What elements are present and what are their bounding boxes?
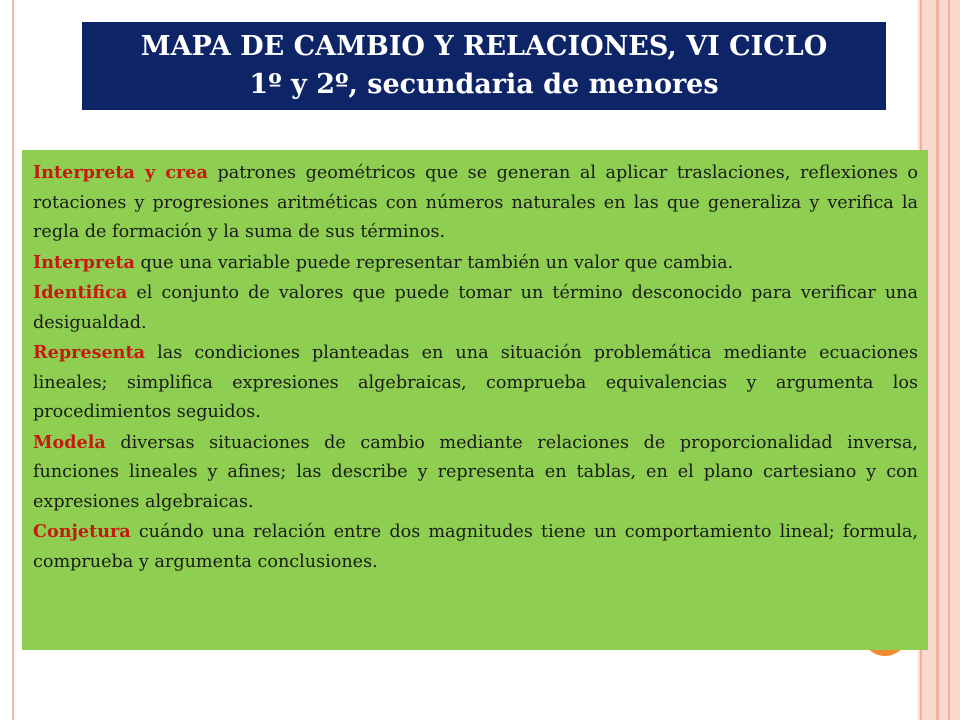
competency-paragraph — [33, 248, 918, 279]
competency-paragraph — [33, 338, 918, 428]
competency-verb: Interpreta y crea — [33, 162, 208, 183]
competency-verb: Representa — [33, 342, 145, 363]
competency-paragraph — [33, 158, 918, 248]
title-line-1: MAPA DE CAMBIO Y RELACIONES, VI CICLO — [140, 31, 828, 62]
competencies-box — [22, 150, 928, 650]
competency-text: patrones geométricos que se generan al aplicar traslaciones, reflexiones o rotaciones y progresiones aritméticas con números naturales en las que generaliza y verifica la regla de formación y la suma de sus términos. — [33, 163, 919, 242]
competency-text: cuándo una relación entre dos magnitudes tiene un comportamiento lineal; formula, comprueba y argumenta conclusiones. — [33, 522, 918, 572]
competency-text: diversas situaciones de cambio mediante relaciones de proporcionalidad inversa, funciones lineales y afines; las describe y representa en tablas, en el plano cartesiano y con expresiones algebraicas. — [33, 432, 918, 512]
competency-verb: Identifica — [33, 282, 128, 303]
competency-text: las condiciones planteadas en una situación problemática mediante ecuaciones lineales; simplifica expresiones algebraicas, comprueba equivalencias y argumenta los procedimientos seguidos. — [33, 343, 918, 422]
slide-title — [82, 22, 886, 110]
competency-verb: Modela — [33, 431, 106, 453]
competency-paragraph — [33, 428, 918, 518]
title-line-2: 1º y 2º, secundaria de menores — [249, 69, 719, 100]
competency-text: el conjunto de valores que puede tomar un término desconocido para verificar una desigualdad. — [33, 283, 918, 333]
competency-verb: Conjetura — [33, 521, 131, 542]
left-border-line — [12, 0, 14, 720]
band-stripe — [936, 0, 939, 720]
competency-text: que una variable puede representar también un valor que cambia. — [134, 252, 734, 273]
competency-paragraph — [33, 278, 918, 338]
competency-verb: Interpreta — [33, 251, 135, 273]
competency-paragraph — [33, 517, 918, 577]
band-stripe — [948, 0, 950, 720]
